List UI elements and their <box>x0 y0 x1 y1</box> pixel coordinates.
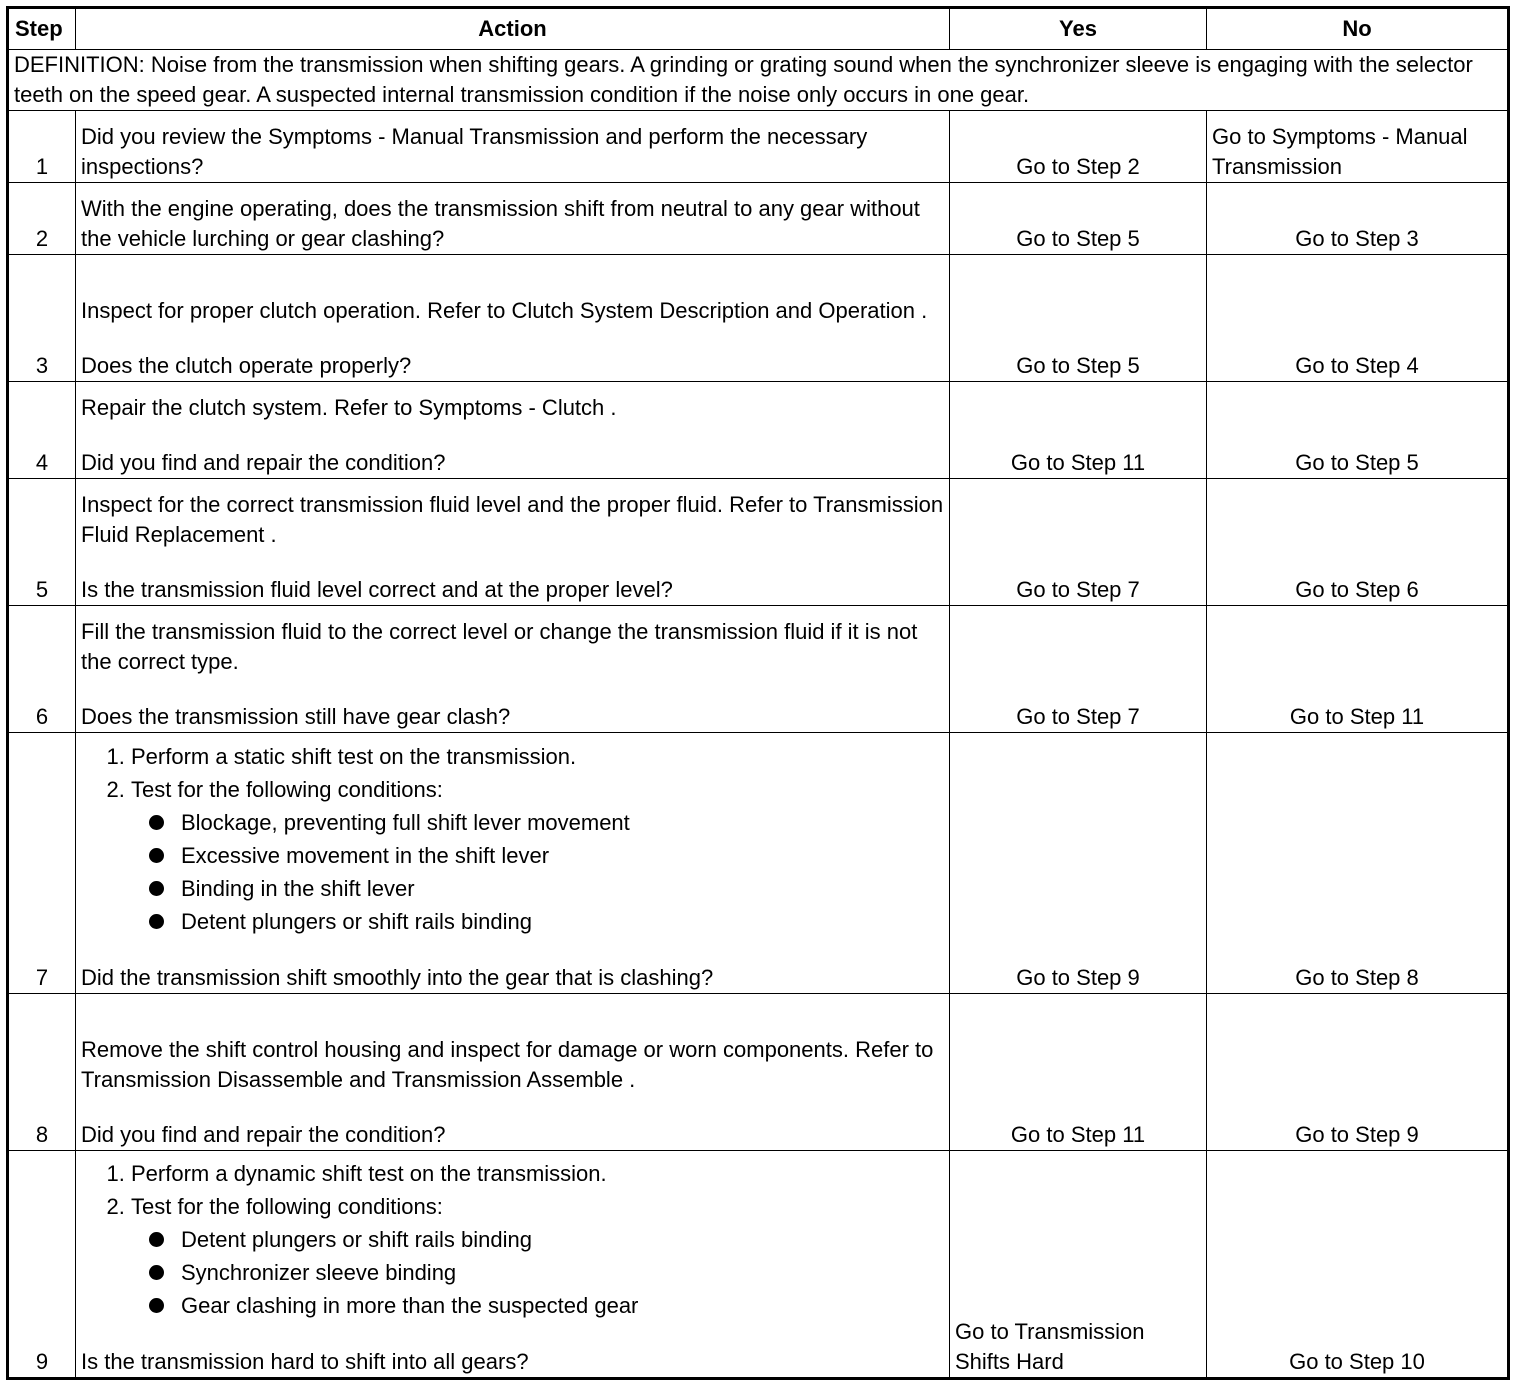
no-link[interactable]: Go to Step 4 <box>1207 255 1509 382</box>
action-text: Did you review the Symptoms - Manual Transmission and perform the necessary inspections? <box>76 111 950 183</box>
no-link[interactable]: Go to Step 5 <box>1207 382 1509 479</box>
yes-link[interactable]: Go to Transmission Shifts Hard <box>950 1151 1207 1379</box>
step-number: 1 <box>8 111 76 183</box>
action-text: Inspect for the correct transmission fluid level and the proper fluid. Refer to Transmission Fluid Replacement . <box>81 492 944 547</box>
question-text: Does the transmission still have gear clash? <box>81 704 511 729</box>
question-text: Did you find and repair the condition? <box>81 450 446 475</box>
substep-list <box>81 1157 944 1322</box>
bullet-item: Synchronizer sleeve binding <box>181 1256 944 1289</box>
table-row <box>8 606 1509 733</box>
bullet-item: Detent plungers or shift rails binding <box>181 905 944 938</box>
substep-item <box>131 1190 944 1322</box>
question-text: Did you find and repair the condition? <box>81 1122 446 1147</box>
bullet-list <box>131 1223 944 1322</box>
substep-label: Test for the following conditions: <box>131 777 443 802</box>
table-row <box>8 382 1509 479</box>
substep-item: 1. Perform a static shift test on the transmission. <box>131 740 944 773</box>
header-row <box>8 8 1509 50</box>
yes-link[interactable]: Go to Step 7 <box>950 606 1207 733</box>
header-step: Step <box>8 8 76 50</box>
action-cell <box>76 382 950 479</box>
yes-link[interactable]: Go to Step 9 <box>950 733 1207 994</box>
no-link[interactable]: Go to Symptoms - Manual Transmission <box>1207 111 1509 183</box>
step-number: 9 <box>8 1151 76 1379</box>
step-number: 6 <box>8 606 76 733</box>
bullet-item: Detent plungers or shift rails binding <box>181 1223 944 1256</box>
table-row <box>8 479 1509 606</box>
bullet-item: Gear clashing in more than the suspected gear <box>181 1289 944 1322</box>
action-cell <box>76 733 950 994</box>
no-link[interactable]: Go to Step 11 <box>1207 606 1509 733</box>
question-text: Is the transmission fluid level correct and at the proper level? <box>81 577 673 602</box>
question-text: Did the transmission shift smoothly into the gear that is clashing? <box>81 965 714 990</box>
no-link[interactable]: Go to Step 8 <box>1207 733 1509 994</box>
bullet-item: Excessive movement in the shift lever <box>181 839 944 872</box>
yes-link[interactable]: Go to Step 5 <box>950 183 1207 255</box>
yes-link[interactable]: Go to Step 2 <box>950 111 1207 183</box>
action-cell <box>76 994 950 1151</box>
question-text: Is the transmission hard to shift into all gears? <box>81 1349 529 1374</box>
diagnostic-table <box>6 6 1510 1380</box>
no-link[interactable]: Go to Step 3 <box>1207 183 1509 255</box>
bullet-list <box>131 806 944 938</box>
action-cell <box>76 255 950 382</box>
table-row <box>8 994 1509 1151</box>
table-row <box>8 255 1509 382</box>
step-number: 7 <box>8 733 76 994</box>
table-row <box>8 733 1509 994</box>
action-cell <box>76 1151 950 1379</box>
action-cell <box>76 479 950 606</box>
step-number: 8 <box>8 994 76 1151</box>
question-text: Does the clutch operate properly? <box>81 353 412 378</box>
action-text: Remove the shift control housing and inspect for damage or worn components. Refer to Transmission Disassemble and Transmission Assemble . <box>81 1037 934 1092</box>
table-row <box>8 183 1509 255</box>
table-row <box>8 111 1509 183</box>
no-link[interactable]: Go to Step 10 <box>1207 1151 1509 1379</box>
header-action: Action <box>76 8 950 50</box>
yes-link[interactable]: Go to Step 11 <box>950 994 1207 1151</box>
definition-row <box>8 50 1509 111</box>
header-yes: Yes <box>950 8 1207 50</box>
yes-link[interactable]: Go to Step 7 <box>950 479 1207 606</box>
bullet-item: Blockage, preventing full shift lever movement <box>181 806 944 839</box>
step-number: 4 <box>8 382 76 479</box>
action-text: Repair the clutch system. Refer to Symptoms - Clutch . <box>81 395 617 420</box>
step-number: 3 <box>8 255 76 382</box>
action-cell <box>76 606 950 733</box>
no-link[interactable]: Go to Step 6 <box>1207 479 1509 606</box>
yes-link[interactable]: Go to Step 5 <box>950 255 1207 382</box>
step-number: 5 <box>8 479 76 606</box>
substep-item <box>131 773 944 938</box>
step-number: 2 <box>8 183 76 255</box>
header-no: No <box>1207 8 1509 50</box>
bullet-item: Binding in the shift lever <box>181 872 944 905</box>
action-text: With the engine operating, does the transmission shift from neutral to any gear without the vehicle lurching or gear clashing? <box>76 183 950 255</box>
substep-list <box>81 740 944 938</box>
substep-label: Test for the following conditions: <box>131 1194 443 1219</box>
action-text: Inspect for proper clutch operation. Refer to Clutch System Description and Operation . <box>81 298 928 323</box>
substep-item: 1. Perform a dynamic shift test on the transmission. <box>131 1157 944 1190</box>
definition-text: DEFINITION: Noise from the transmission when shifting gears. A grinding or grating sound when the synchronizer sleeve is engaging with the selector teeth on the speed gear. A suspected internal transmission condition if the noise only occurs in one gear. <box>8 50 1509 111</box>
yes-link[interactable]: Go to Step 11 <box>950 382 1207 479</box>
no-link[interactable]: Go to Step 9 <box>1207 994 1509 1151</box>
action-text: Fill the transmission fluid to the correct level or change the transmission fluid if it is not the correct type. <box>81 619 918 674</box>
table-row <box>8 1151 1509 1379</box>
